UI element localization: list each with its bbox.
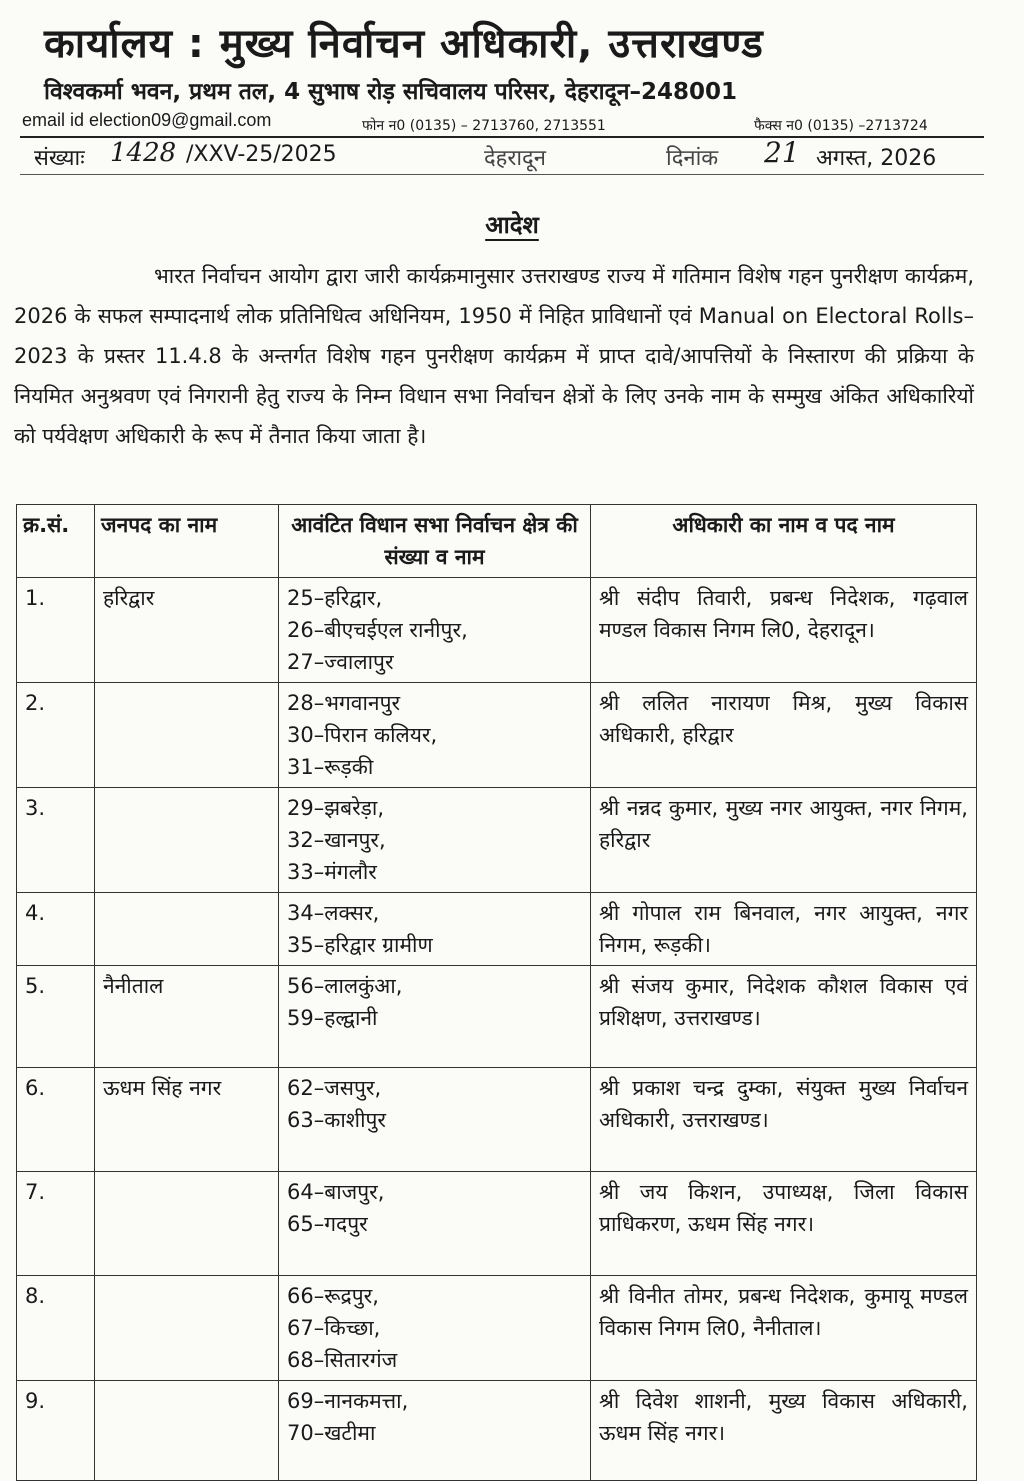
serial-number-cell: 6.: [17, 1068, 95, 1172]
district-cell: [95, 788, 279, 893]
supervisor-table: [16, 504, 977, 1481]
constituency-item: 30–पिरान कलियर,: [287, 723, 438, 747]
reference-row: [34, 136, 984, 176]
reference-code: /XXV-25/2025: [186, 142, 337, 167]
reference-divider: [20, 174, 984, 175]
table-row: [17, 1172, 977, 1276]
constituency-cell: [279, 1381, 591, 1481]
table-header-row: [17, 505, 977, 578]
constituency-item: 31–रूड़की: [287, 755, 374, 779]
serial-number-cell: 7.: [17, 1172, 95, 1276]
district-cell: [95, 893, 279, 966]
constituency-item: 35–हरिद्वार ग्रामीण: [287, 933, 433, 957]
constituency-cell: [279, 1068, 591, 1172]
district-cell: [95, 1276, 279, 1381]
phone-numbers: फोन न0 (0135) – 2713760, 2713551: [362, 118, 606, 134]
constituency-item: 63–काशीपुर: [287, 1108, 387, 1132]
constituency-cell: [279, 683, 591, 788]
table-row: [17, 578, 977, 683]
header-serial-number: क्र.सं.: [17, 505, 95, 578]
constituency-item: 26–बीएचईएल रानीपुर,: [287, 618, 468, 642]
order-heading: आदेश: [485, 211, 539, 239]
officer-cell: श्री विनीत तोमर, प्रबन्ध निदेशक, कुमायू मण्डल विकास निगम लि0, नैनीताल।: [591, 1276, 977, 1381]
table-row: [17, 1068, 977, 1172]
district-cell: नैनीताल: [95, 966, 279, 1068]
officer-cell: श्री जय किशन, उपाध्यक्ष, जिला विकास प्राधिकरण, ऊधम सिंह नगर।: [591, 1172, 977, 1276]
constituency-cell: [279, 966, 591, 1068]
table-row: [17, 1276, 977, 1381]
serial-number-cell: 2.: [17, 683, 95, 788]
constituency-cell: [279, 578, 591, 683]
serial-number-cell: 8.: [17, 1276, 95, 1381]
district-cell: [95, 683, 279, 788]
email-address: email id election09@gmail.com: [22, 110, 272, 130]
constituency-item: 59–हल्द्वानी: [287, 1006, 378, 1030]
constituency-cell: [279, 1172, 591, 1276]
district-cell: ऊधम सिंह नगर: [95, 1068, 279, 1172]
district-cell: हरिद्वार: [95, 578, 279, 683]
constituency-item: 64–बाजपुर,: [287, 1180, 385, 1204]
serial-number-cell: 4.: [17, 893, 95, 966]
constituency-item: 66–रूद्रपुर,: [287, 1284, 379, 1308]
officer-cell: श्री संजय कुमार, निदेशक कौशल विकास एवं प्रशिक्षण, उत्तराखण्ड।: [591, 966, 977, 1068]
reference-label: संख्याः: [34, 146, 85, 171]
district-cell: [95, 1381, 279, 1481]
reference-city: देहरादून: [484, 146, 546, 171]
table-body: [17, 578, 977, 1481]
date-label: दिनांक: [666, 146, 719, 171]
header-officer: अधिकारी का नाम व पद नाम: [591, 505, 977, 578]
constituency-item: 34–लक्सर,: [287, 901, 380, 925]
constituency-item: 67–किच्छा,: [287, 1316, 381, 1340]
date-day-handwritten: 21: [764, 136, 800, 169]
serial-number-cell: 9.: [17, 1381, 95, 1481]
reference-handwritten-number: 1428: [110, 138, 177, 168]
date-month-year: अगस्त, 2026: [816, 146, 937, 171]
constituency-cell: [279, 1276, 591, 1381]
officer-cell: श्री संदीप तिवारी, प्रबन्ध निदेशक, गढ़वाल मण्डल विकास निगम लि0, देहरादून।: [591, 578, 977, 683]
serial-number-cell: 3.: [17, 788, 95, 893]
table-row: [17, 788, 977, 893]
officer-cell: श्री नन्नद कुमार, मुख्य नगर आयुक्त, नगर निगम, हरिद्वार: [591, 788, 977, 893]
constituency-cell: [279, 788, 591, 893]
table-row: [17, 1381, 977, 1481]
constituency-item: 65–गदपुर: [287, 1212, 368, 1236]
table-row: [17, 966, 977, 1068]
district-cell: [95, 1172, 279, 1276]
officer-cell: श्री गोपाल राम बिनवाल, नगर आयुक्त, नगर निगम, रूड़की।: [591, 893, 977, 966]
constituency-item: 33–मंगलौर: [287, 860, 377, 884]
fax-number: फैक्स न0 (0135) –2713724: [754, 118, 928, 134]
serial-number-cell: 1.: [17, 578, 95, 683]
constituency-item: 62–जसपुर,: [287, 1076, 382, 1100]
constituency-cell: [279, 893, 591, 966]
constituency-item: 69–नानकमत्ता,: [287, 1389, 409, 1413]
constituency-item: 29–झबरेड़ा,: [287, 796, 385, 820]
officer-cell: श्री प्रकाश चन्द्र दुम्का, संयुक्त मुख्य निर्वाचन अधिकारी, उत्तराखण्ड।: [591, 1068, 977, 1172]
constituency-item: 68–सितारगंज: [287, 1348, 398, 1372]
header-constituency: आवंटित विधान सभा निर्वाचन क्षेत्र की संख्या व नाम: [279, 505, 591, 578]
constituency-item: 70–खटीमा: [287, 1421, 376, 1445]
constituency-item: 27–ज्वालापुर: [287, 650, 394, 674]
officer-cell: श्री ललित नारायण मिश्र, मुख्य विकास अधिकारी, हरिद्वार: [591, 683, 977, 788]
office-address: विश्वकर्मा भवन, प्रथम तल, 4 सुभाष रोड़ सचिवालय परिसर, देहरादून–248001: [44, 79, 738, 105]
office-title: कार्यालय : मुख्य निर्वाचन अधिकारी, उत्तराखण्ड: [44, 21, 764, 67]
table-row: [17, 893, 977, 966]
table-row: [17, 683, 977, 788]
constituency-item: 25–हरिद्वार,: [287, 586, 383, 610]
constituency-item: 28–भगवानपुर: [287, 691, 401, 715]
officer-cell: श्री दिवेश शाशनी, मुख्य विकास अधिकारी, ऊधम सिंह नगर।: [591, 1381, 977, 1481]
serial-number-cell: 5.: [17, 966, 95, 1068]
constituency-item: 32–खानपुर,: [287, 828, 386, 852]
constituency-item: 56–लालकुंआ,: [287, 974, 403, 998]
header-district: जनपद का नाम: [95, 505, 279, 578]
order-paragraph: भारत निर्वाचन आयोग द्वारा जारी कार्यक्रमानुसार उत्तराखण्ड राज्य में गतिमान विशेष गहन पुनरीक्षण कार्यक्रम, 2026 के सफल सम्पादनार्थ लोक प्रतिनिधित्व अधिनियम, 1950 में निहित प्राविधानों एवं Manual on Electoral Rolls–2023 के प्रस्तर 11.4.8 के अन्तर्गत विशेष गहन पुनरीक्षण कार्यक्रम में प्राप्त दावे/आपत्तियों के निस्तारण की प्रक्रिया के नियमित अनुश्रवण एवं निगरानी हेतु राज्य के निम्न विधान सभा निर्वाचन क्षेत्रों के लिए उनके नाम के सम्मुख अंकित अधिकारियों को पर्यवेक्षण अधिकारी के रूप में तैनात किया जाता है।: [14, 264, 974, 448]
